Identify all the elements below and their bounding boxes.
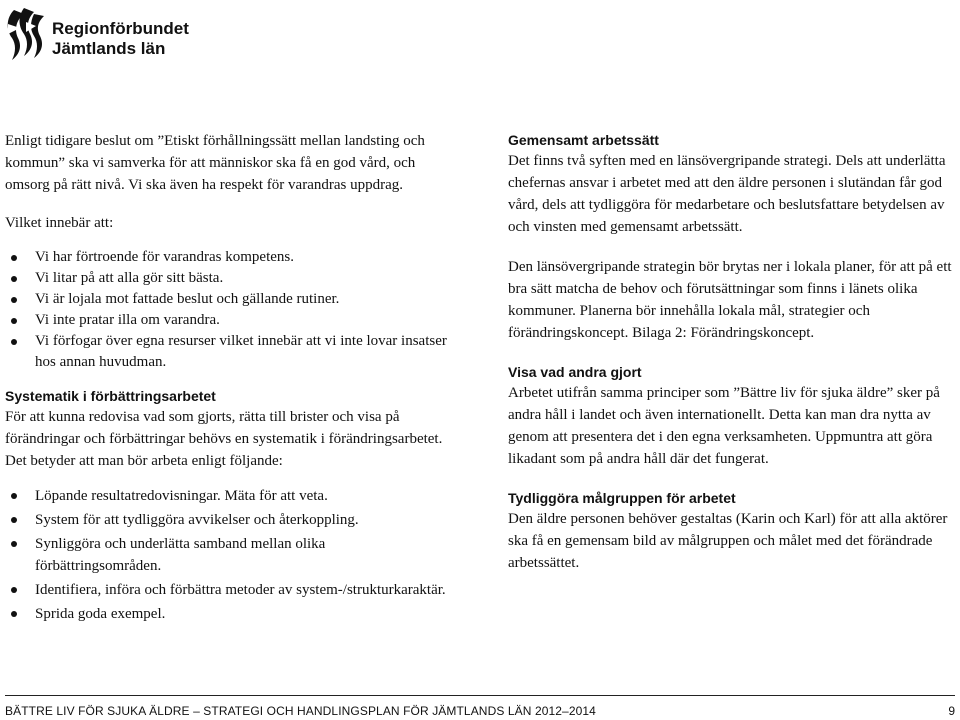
gemensamt-paragraph: Det finns två syften med en länsövergripande strategi. Dels att underlätta chefernas ansvar i arbetet med att den äldre personen i slutändan får god vård, dels att tydliggöra för medarbetare och beslutsfattare betydelsen av och vinsten med gemensamt arbetssätt. [508, 153, 946, 235]
principles-list [5, 247, 455, 373]
list-item: Synliggöra och underlätta samband mellan olika förbättringsområden. [5, 533, 455, 577]
malgrupp-paragraph: Den äldre personen behöver gestaltas (Karin och Karl) för att alla aktörer ska få en gemensam bild av målgruppen och målet med det förändrade arbetssättet. [508, 511, 948, 571]
right-column [508, 130, 954, 574]
org-line2: Jämtlands län [52, 39, 166, 58]
list-item: Vi har förtroende för varandras kompetens. [5, 247, 455, 268]
section-heading-gemensamt: Gemensamt arbetssätt [508, 132, 659, 148]
logo [4, 4, 204, 64]
regionforbundet-logo-icon [4, 4, 50, 64]
list-item: Sprida goda exempel. [5, 603, 455, 625]
section-heading-systematik: Systematik i förbättringsarbetet [5, 388, 216, 404]
list-item: System för att tydliggöra avvikelser och återkoppling. [5, 509, 455, 531]
list-item: Identifiera, införa och förbättra metoder av system-/strukturkaraktär. [5, 579, 455, 601]
list-item: Löpande resultatredovisningar. Mäta för att veta. [5, 485, 455, 507]
org-line1: Regionförbundet [52, 19, 189, 38]
list-item: Vi inte pratar illa om varandra. [5, 310, 455, 331]
section-heading-malgrupp: Tydliggöra målgruppen för arbetet [508, 490, 736, 506]
org-name [52, 19, 189, 59]
left-column [5, 130, 455, 627]
list-item: Vi är lojala mot fattade beslut och gällande rutiner. [5, 289, 455, 310]
list-item: Vi litar på att alla gör sitt bästa. [5, 268, 455, 289]
visa-paragraph: Arbetet utifrån samma principer som ”Bättre liv för sjuka äldre” sker på andra håll i landet och även internationellt. Detta kan man dra nytta av genom att presentera det i den egna verksamheten. Uppmuntra att göra likadant som på andra håll där det fungerat. [508, 385, 940, 467]
systematik-paragraph: För att kunna redovisa vad som gjorts, rätta till brister och visa på förändringar och förbättringar behövs en systematik i förändringsarbetet. Det betyder att man bör arbeta enligt följande: [5, 409, 443, 469]
page-footer [5, 695, 955, 718]
systematik-list [5, 485, 455, 625]
footer-title: BÄTTRE LIV FÖR SJUKA ÄLDRE – STRATEGI OCH HANDLINGSPLAN FÖR JÄMTLANDS LÄN 2012–2014 [5, 704, 596, 718]
page-number: 9 [948, 704, 955, 718]
strategi-paragraph: Den länsövergripande strategin bör brytas ner i lokala planer, för att på ett bra sätt matcha de behov och förutsättningar som finns i länets olika kommuner. Planerna bör innehålla lokala mål, strategier och förändringskoncept. Bilaga 2: Förändringskoncept. [508, 259, 952, 341]
intro-paragraph: Enligt tidigare beslut om ”Etiskt förhållningssätt mellan landsting och kommun” ska vi samverka för att människor ska få en god vård, och omsorg på rätt nivå. Vi ska även ha respekt för varandras uppdrag. [5, 133, 425, 193]
section-heading-visa: Visa vad andra gjort [508, 364, 642, 380]
list-item: Vi förfogar över egna resurser vilket innebär att vi inte lovar insatser hos annan huvudman. [5, 331, 455, 373]
innebar-label: Vilket innebär att: [5, 215, 114, 231]
